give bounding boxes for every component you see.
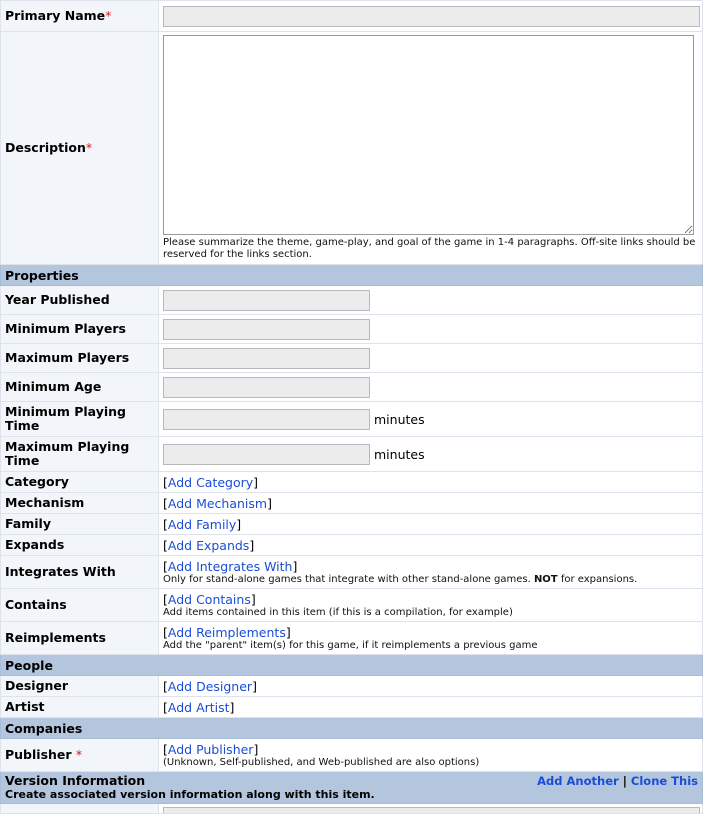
designer-cell xyxy=(159,676,703,697)
bracket-close: ] xyxy=(267,495,272,511)
bracket-close: ] xyxy=(253,741,259,757)
add-family-link[interactable]: Add Family xyxy=(167,516,237,532)
min-players-label: Minimum Players xyxy=(1,315,159,344)
contains-cell xyxy=(159,589,703,622)
min-playing-time-input[interactable] xyxy=(163,409,370,430)
bracket-close: ] xyxy=(285,624,291,640)
max-playing-time-input[interactable] xyxy=(163,444,370,465)
version-name-input-partial[interactable] xyxy=(163,807,700,813)
add-category-link[interactable]: Add Category xyxy=(167,474,254,490)
max-playing-time-unit: minutes xyxy=(374,446,425,462)
category-label: Category xyxy=(1,472,159,493)
add-reimplements-link[interactable]: Add Reimplements xyxy=(167,624,286,640)
bracket-close: ] xyxy=(292,558,298,574)
add-designer-link[interactable]: Add Designer xyxy=(167,678,253,694)
bracket-close: ] xyxy=(252,678,257,694)
primary-name-row xyxy=(1,1,703,32)
year-published-row xyxy=(1,286,703,315)
bracket-open: [ xyxy=(163,537,168,553)
version-first-row-cell xyxy=(159,804,703,814)
bracket-open: [ xyxy=(163,495,168,511)
primary-name-cell xyxy=(159,1,703,32)
publisher-row xyxy=(1,739,703,772)
max-playing-time-cell xyxy=(159,437,703,472)
min-playing-time-unit: minutes xyxy=(374,411,425,427)
reimplements-row xyxy=(1,622,703,655)
contains-label: Contains xyxy=(1,589,159,622)
integrates-with-help xyxy=(163,574,698,586)
bracket-open: [ xyxy=(163,741,168,757)
people-section-header xyxy=(1,655,703,676)
bracket-open: [ xyxy=(163,591,168,607)
min-age-input[interactable] xyxy=(163,377,370,398)
contains-help: Add items contained in this item (if this is a compilation, for example) xyxy=(163,606,513,618)
version-first-row-label xyxy=(1,804,159,814)
integrates-help-text-end: for expansions. xyxy=(557,573,638,585)
max-playing-time-row xyxy=(1,437,703,472)
clone-this-link[interactable]: Clone This xyxy=(630,774,698,788)
family-row xyxy=(1,514,703,535)
version-actions-separator: | xyxy=(622,774,627,788)
version-actions xyxy=(537,774,698,788)
description-textarea[interactable] xyxy=(163,35,694,235)
max-players-cell xyxy=(159,344,703,373)
max-players-input[interactable] xyxy=(163,348,370,369)
min-playing-time-cell xyxy=(159,402,703,437)
min-age-row xyxy=(1,373,703,402)
bracket-close: ] xyxy=(253,474,259,490)
integrates-with-label: Integrates With xyxy=(1,556,159,589)
properties-heading: Properties xyxy=(1,265,703,286)
description-cell xyxy=(159,32,703,265)
artist-row xyxy=(1,697,703,718)
min-age-cell xyxy=(159,373,703,402)
family-cell xyxy=(159,514,703,535)
properties-section-header xyxy=(1,265,703,286)
min-players-row xyxy=(1,315,703,344)
version-section-header xyxy=(1,772,703,804)
description-help: Please summarize the theme, game-play, and goal of the game in 1-4 paragraphs. Off-site links should be reserved for the links section. xyxy=(163,237,696,260)
category-cell xyxy=(159,472,703,493)
add-expands-link[interactable]: Add Expands xyxy=(167,537,250,553)
bracket-close: ] xyxy=(249,537,255,553)
bracket-close: ] xyxy=(229,699,235,715)
description-row xyxy=(1,32,703,265)
required-marker: * xyxy=(75,747,83,762)
primary-name-input[interactable] xyxy=(163,6,700,27)
add-publisher-link[interactable]: Add Publisher xyxy=(167,741,254,757)
publisher-help: (Unknown, Self-published, and Web-published are also options) xyxy=(163,756,480,768)
min-age-label: Minimum Age xyxy=(1,373,159,402)
integrates-with-row xyxy=(1,556,703,589)
family-label: Family xyxy=(1,514,159,535)
bracket-open: [ xyxy=(163,558,168,574)
artist-cell xyxy=(159,697,703,718)
year-published-label: Year Published xyxy=(1,286,159,315)
add-artist-link[interactable]: Add Artist xyxy=(167,699,230,715)
reimplements-label: Reimplements xyxy=(1,622,159,655)
min-playing-time-label: Minimum Playing Time xyxy=(1,402,159,437)
reimplements-cell xyxy=(159,622,703,655)
min-players-cell xyxy=(159,315,703,344)
description-label-text: Description xyxy=(5,140,86,155)
mechanism-label: Mechanism xyxy=(1,493,159,514)
companies-heading: Companies xyxy=(1,718,703,739)
version-first-row xyxy=(1,804,703,814)
category-row xyxy=(1,472,703,493)
people-heading: People xyxy=(1,655,703,676)
bracket-open: [ xyxy=(163,624,168,640)
publisher-label xyxy=(1,739,159,772)
version-heading-cell xyxy=(1,772,703,804)
add-integrates-with-link[interactable]: Add Integrates With xyxy=(167,558,293,574)
mechanism-cell xyxy=(159,493,703,514)
publisher-label-text: Publisher xyxy=(5,747,72,762)
mechanism-row xyxy=(1,493,703,514)
max-playing-time-label: Maximum Playing Time xyxy=(1,437,159,472)
max-players-row xyxy=(1,344,703,373)
min-playing-time-row xyxy=(1,402,703,437)
designer-row xyxy=(1,676,703,697)
description-label xyxy=(1,32,159,265)
bracket-open: [ xyxy=(163,699,168,715)
integrates-with-cell xyxy=(159,556,703,589)
expands-label: Expands xyxy=(1,535,159,556)
designer-label: Designer xyxy=(1,676,159,697)
required-marker: * xyxy=(85,140,93,155)
primary-name-label-text: Primary Name xyxy=(5,8,106,23)
year-published-input[interactable] xyxy=(163,290,370,311)
expands-row xyxy=(1,535,703,556)
bracket-open: [ xyxy=(163,516,168,532)
bracket-open: [ xyxy=(163,474,168,490)
year-published-cell xyxy=(159,286,703,315)
integrates-help-emphasis: NOT xyxy=(533,573,558,585)
required-marker: * xyxy=(105,8,112,23)
add-another-link[interactable]: Add Another xyxy=(537,774,619,788)
contains-row xyxy=(1,589,703,622)
integrates-help-text: Only for stand-alone games that integrate with other stand-alone games. xyxy=(163,573,534,585)
publisher-cell xyxy=(159,739,703,772)
version-subheading: Create associated version information along with this item. xyxy=(5,788,375,801)
bracket-open: [ xyxy=(163,678,168,694)
expands-cell xyxy=(159,535,703,556)
version-heading: Version Information xyxy=(5,773,146,788)
artist-label: Artist xyxy=(1,697,159,718)
reimplements-help: Add the "parent" item(s) for this game, if it reimplements a previous game xyxy=(163,639,538,651)
bracket-close: ] xyxy=(236,516,242,532)
min-players-input[interactable] xyxy=(163,319,370,340)
primary-name-label xyxy=(1,1,159,32)
max-players-label: Maximum Players xyxy=(1,344,159,373)
add-mechanism-link[interactable]: Add Mechanism xyxy=(167,495,268,511)
companies-section-header xyxy=(1,718,703,739)
add-contains-link[interactable]: Add Contains xyxy=(167,591,251,607)
bracket-close: ] xyxy=(250,591,256,607)
